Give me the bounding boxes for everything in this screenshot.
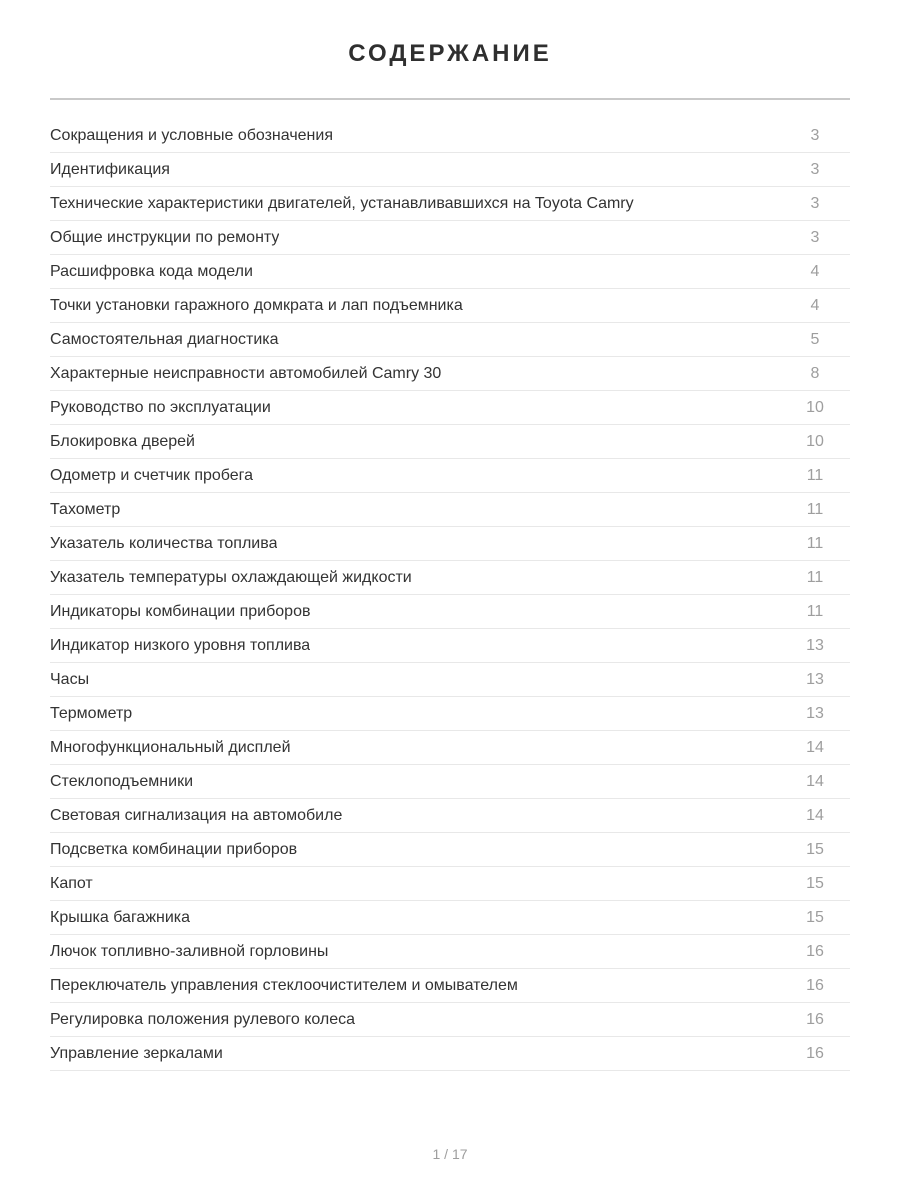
- toc-row[interactable]: [50, 119, 850, 153]
- toc-item-page-number: 16: [806, 976, 824, 994]
- toc-item-label: Идентификация: [50, 160, 170, 178]
- toc-item-label: Переключатель управления стеклоочистителем и омывателем: [50, 976, 518, 994]
- toc-row[interactable]: [50, 1003, 850, 1037]
- toc-item-label: Указатель температуры охлаждающей жидкости: [50, 568, 412, 586]
- toc-item-label: Индикаторы комбинации приборов: [50, 602, 311, 620]
- toc-list: [50, 119, 850, 1071]
- toc-item-label: Стеклоподъемники: [50, 772, 193, 790]
- toc-row[interactable]: [50, 1037, 850, 1071]
- toc-item-page-number: 14: [806, 806, 824, 824]
- toc-item-label: Индикатор низкого уровня топлива: [50, 636, 311, 654]
- toc-item-label: Характерные неисправности автомобилей Camry 30: [50, 364, 442, 382]
- toc-item-page-number: 11: [806, 466, 824, 484]
- toc-row[interactable]: [50, 289, 850, 323]
- toc-item-page-number: 3: [810, 160, 820, 178]
- toc-item-page-number: 5: [810, 330, 820, 348]
- toc-item-label: Руководство по эксплуатации: [50, 398, 271, 416]
- toc-item-page-number: 16: [806, 942, 824, 960]
- toc-item-page-number: 13: [806, 670, 824, 688]
- toc-item-label: Термометр: [50, 704, 133, 722]
- toc-item-label: Расшифровка кода модели: [50, 262, 253, 280]
- page-title: СОДЕРЖАНИЕ: [348, 40, 552, 67]
- toc-item-page-number: 16: [806, 1044, 824, 1062]
- toc-item-page-number: 13: [806, 636, 824, 654]
- toc-item-page-number: 11: [806, 568, 824, 586]
- toc-item-page-number: 3: [810, 126, 820, 144]
- toc-row[interactable]: [50, 561, 850, 595]
- toc-item-page-number: 15: [806, 874, 824, 892]
- toc-item-page-number: 3: [810, 228, 820, 246]
- toc-item-page-number: 15: [806, 840, 824, 858]
- toc-row[interactable]: [50, 187, 850, 221]
- toc-item-label: Технические характеристики двигателей, устанавливавшихся на Toyota Camry: [50, 194, 634, 212]
- toc-item-page-number: 10: [806, 398, 824, 416]
- toc-row[interactable]: [50, 459, 850, 493]
- toc-row[interactable]: [50, 969, 850, 1003]
- toc-row[interactable]: [50, 901, 850, 935]
- page-number-indicator: 1 / 17: [432, 1146, 468, 1162]
- toc-item-label: Капот: [50, 874, 93, 892]
- toc-row[interactable]: [50, 425, 850, 459]
- toc-row[interactable]: [50, 663, 850, 697]
- toc-item-label: Многофункциональный дисплей: [50, 738, 291, 756]
- toc-item-label: Световая сигнализация на автомобиле: [50, 806, 343, 824]
- toc-item-label: Крышка багажника: [50, 908, 191, 926]
- toc-item-page-number: 11: [806, 602, 824, 620]
- toc-item-label: Блокировка дверей: [50, 432, 195, 450]
- toc-item-label: Часы: [50, 670, 90, 688]
- toc-item-label: Указатель количества топлива: [50, 534, 278, 552]
- toc-item-label: Точки установки гаражного домкрата и лап подъемника: [50, 296, 463, 314]
- toc-row[interactable]: [50, 391, 850, 425]
- toc-item-page-number: 3: [810, 194, 820, 212]
- toc-row[interactable]: [50, 765, 850, 799]
- toc-item-page-number: 8: [810, 364, 820, 382]
- toc-item-label: Тахометр: [50, 500, 121, 518]
- toc-item-page-number: 16: [806, 1010, 824, 1028]
- toc-item-page-number: 4: [810, 262, 820, 280]
- toc-item-label: Лючок топливно-заливной горловины: [50, 942, 329, 960]
- toc-row[interactable]: [50, 527, 850, 561]
- title-divider: [50, 98, 850, 100]
- toc-row[interactable]: [50, 357, 850, 391]
- toc-row[interactable]: [50, 731, 850, 765]
- toc-item-page-number: 14: [806, 738, 824, 756]
- toc-row[interactable]: [50, 493, 850, 527]
- toc-row[interactable]: [50, 799, 850, 833]
- toc-row[interactable]: [50, 833, 850, 867]
- toc-row[interactable]: [50, 629, 850, 663]
- toc-item-label: Общие инструкции по ремонту: [50, 228, 280, 246]
- toc-row[interactable]: [50, 935, 850, 969]
- toc-item-label: Одометр и счетчик пробега: [50, 466, 254, 484]
- toc-row[interactable]: [50, 255, 850, 289]
- toc-item-page-number: 11: [806, 534, 824, 552]
- toc-row[interactable]: [50, 153, 850, 187]
- toc-row[interactable]: [50, 697, 850, 731]
- toc-item-label: Самостоятельная диагностика: [50, 330, 279, 348]
- toc-item-page-number: 13: [806, 704, 824, 722]
- toc-row[interactable]: [50, 323, 850, 357]
- toc-item-label: Регулировка положения рулевого колеса: [50, 1010, 356, 1028]
- toc-row[interactable]: [50, 221, 850, 255]
- toc-item-page-number: 10: [806, 432, 824, 450]
- toc-item-label: Управление зеркалами: [50, 1044, 223, 1062]
- toc-item-page-number: 11: [806, 500, 824, 518]
- toc-item-page-number: 15: [806, 908, 824, 926]
- toc-item-page-number: 14: [806, 772, 824, 790]
- toc-row[interactable]: [50, 867, 850, 901]
- toc-item-label: Сокращения и условные обозначения: [50, 126, 333, 144]
- toc-item-label: Подсветка комбинации приборов: [50, 840, 298, 858]
- toc-item-page-number: 4: [810, 296, 820, 314]
- toc-row[interactable]: [50, 595, 850, 629]
